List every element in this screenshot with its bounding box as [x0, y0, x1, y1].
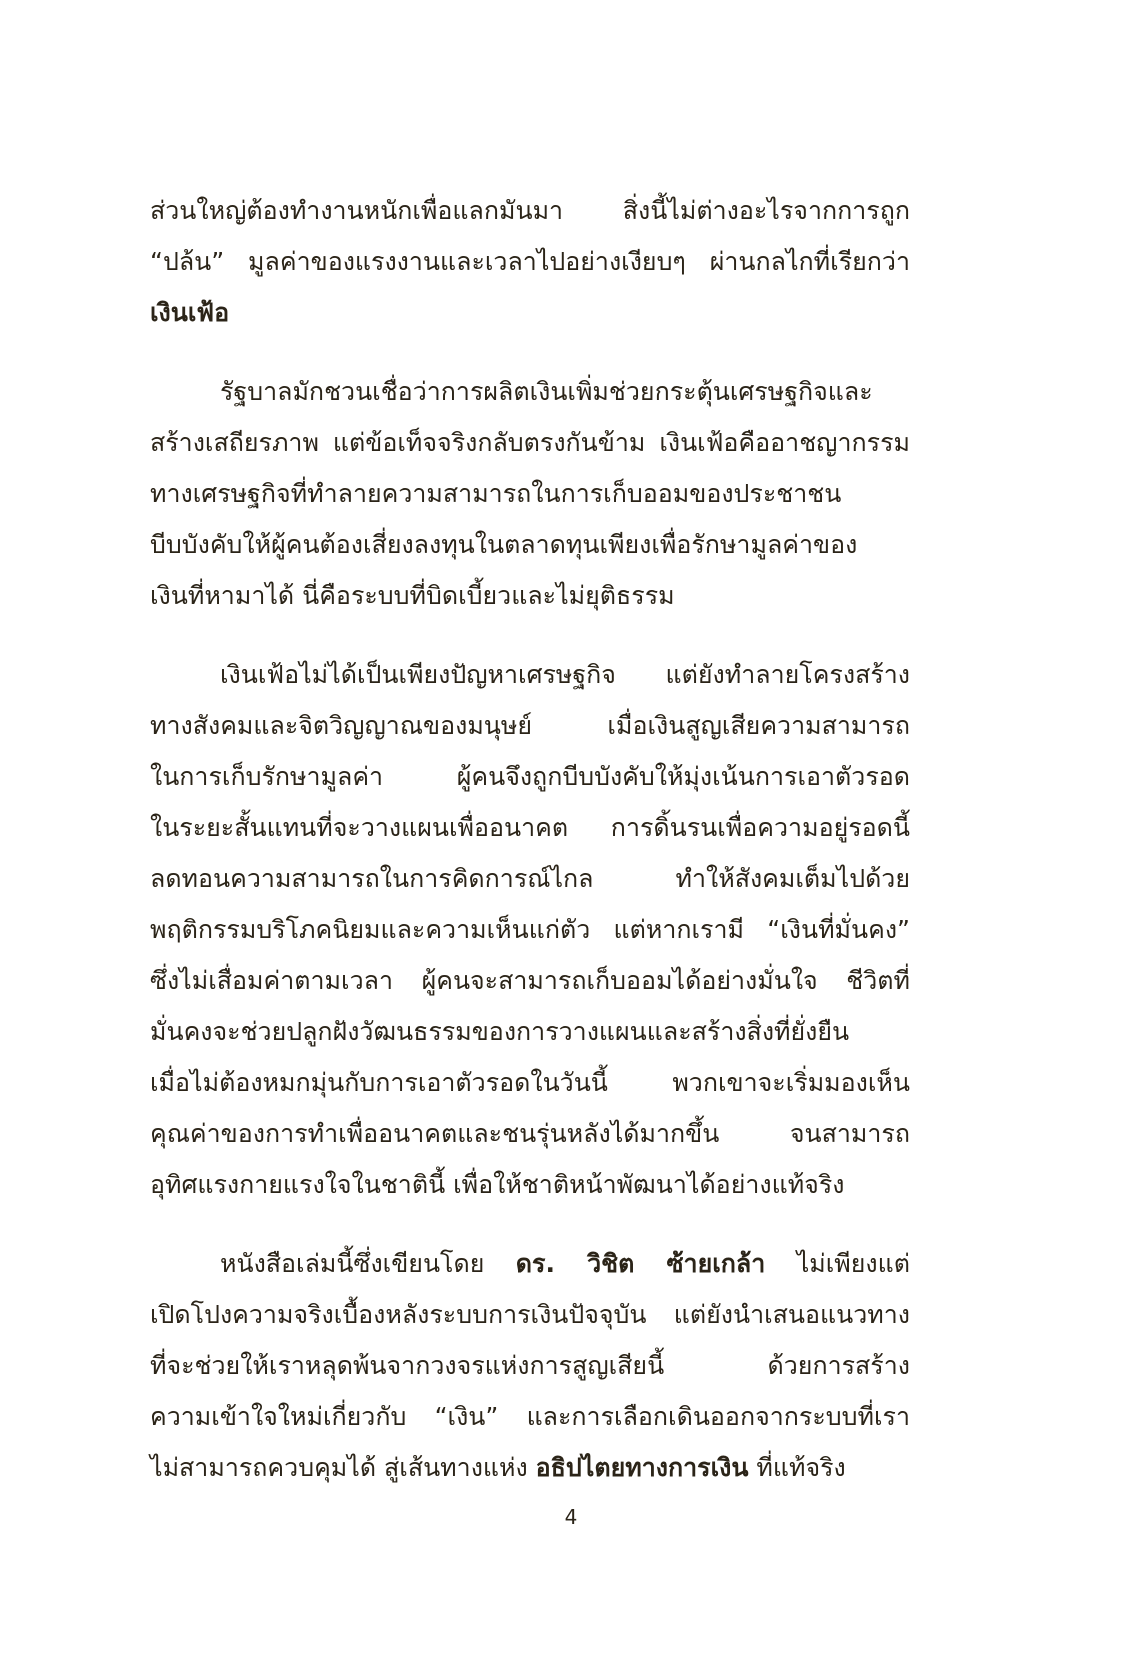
text-line: สร้างเสถียรภาพ แต่ข้อเท็จจริงกลับตรงกันข้าม เงินเฟ้อคืออาชญากรรม	[150, 428, 910, 457]
text-line: เงินที่หามาได้ นี่คือระบบที่บิดเบี้ยวและไม่ยุติธรรม	[150, 581, 675, 610]
paragraph-3	[150, 649, 910, 1210]
text-line	[150, 287, 910, 338]
paragraph-4	[150, 1238, 910, 1493]
text-line: ลดทอนความสามารถในการคิดการณ์ไกล ทำให้สังคมเต็มไปด้วย	[150, 864, 910, 893]
text-line: คุณค่าของการทำเพื่ออนาคตและชนรุ่นหลังได้มากขึ้น จนสามารถ	[150, 1119, 910, 1148]
text-line: ทางสังคมและจิตวิญญาณของมนุษย์ เมื่อเงินสูญเสียความสามารถ	[150, 711, 910, 740]
text-line: รัฐบาลมักชวนเชื่อว่าการผลิตเงินเพิ่มช่วยกระตุ้นเศรษฐกิจและ	[220, 377, 873, 406]
text-line: เปิดโปงความจริงเบื้องหลังระบบการเงินปัจจุบัน แต่ยังนำเสนอแนวทาง	[150, 1300, 910, 1329]
bold-term-inflation: เงินเฟ้อ	[150, 298, 230, 327]
text-line: เงินเฟ้อไม่ได้เป็นเพียงปัญหาเศรษฐกิจ แต่ยังทำลายโครงสร้าง	[220, 660, 910, 689]
paragraph-gap	[150, 621, 910, 649]
text-line: พฤติกรรมบริโภคนิยมและความเห็นแก่ตัว แต่หากเรามี “เงินที่มั่นคง”	[150, 915, 910, 944]
text-line	[150, 1238, 910, 1289]
bold-term-financial-sovereignty: อธิปไตยทางการเงิน	[535, 1453, 749, 1482]
paragraph-2	[150, 366, 910, 621]
text-segment: ที่แท้จริง	[756, 1453, 846, 1482]
text-line: ที่จะช่วยให้เราหลุดพ้นจากวงจรแห่งการสูญเสียนี้ ด้วยการสร้าง	[150, 1351, 910, 1380]
author-name: ดร. วิชิต ซ้ายเกล้า	[515, 1249, 766, 1278]
text-line: ซึ่งไม่เสื่อมค่าตามเวลา ผู้คนจะสามารถเก็บออมได้อย่างมั่นใจ ชีวิตที่	[150, 966, 910, 995]
page-number: 4	[564, 1505, 578, 1529]
text-line: “ปล้น” มูลค่าของแรงงานและเวลาไปอย่างเงียบๆ ผ่านกลไกที่เรียกว่า	[150, 247, 910, 276]
text-line: ความเข้าใจใหม่เกี่ยวกับ “เงิน” และการเลือกเดินออกจากระบบที่เรา	[150, 1402, 910, 1431]
body-text	[150, 185, 910, 1493]
text-line: เมื่อไม่ต้องหมกมุ่นกับการเอาตัวรอดในวันนี้ พวกเขาจะเริ่มมองเห็น	[150, 1068, 910, 1097]
text-line: ส่วนใหญ่ต้องทำงานหนักเพื่อแลกมันมา สิ่งนี้ไม่ต่างอะไรจากการถูก	[150, 196, 910, 225]
paragraph-gap	[150, 1210, 910, 1238]
text-line: บีบบังคับให้ผู้คนต้องเสี่ยงลงทุนในตลาดทุนเพียงเพื่อรักษามูลค่าของ	[150, 530, 858, 559]
paragraph-gap	[150, 338, 910, 366]
text-line: มั่นคงจะช่วยปลูกฝังวัฒนธรรมของการวางแผนและสร้างสิ่งที่ยั่งยืน	[150, 1017, 850, 1046]
paragraph-1	[150, 185, 910, 338]
text-segment: ไม่เพียงแต่	[796, 1249, 910, 1278]
text-line: อุทิศแรงกายแรงใจในชาตินี้ เพื่อให้ชาติหน้าพัฒนาได้อย่างแท้จริง	[150, 1170, 845, 1199]
text-segment: หนังสือเล่มนี้ซึ่งเขียนโดย	[220, 1249, 485, 1278]
text-line	[150, 1442, 910, 1493]
text-segment: ไม่สามารถควบคุมได้ สู่เส้นทางแห่ง	[150, 1453, 528, 1482]
text-line: ในการเก็บรักษามูลค่า ผู้คนจึงถูกบีบบังคับให้มุ่งเน้นการเอาตัวรอด	[150, 762, 910, 791]
text-line: ในระยะสั้นแทนที่จะวางแผนเพื่ออนาคต การดิ้นรนเพื่อความอยู่รอดนี้	[150, 813, 910, 842]
text-line: ทางเศรษฐกิจที่ทำลายความสามารถในการเก็บออมของประชาชน	[150, 479, 842, 508]
